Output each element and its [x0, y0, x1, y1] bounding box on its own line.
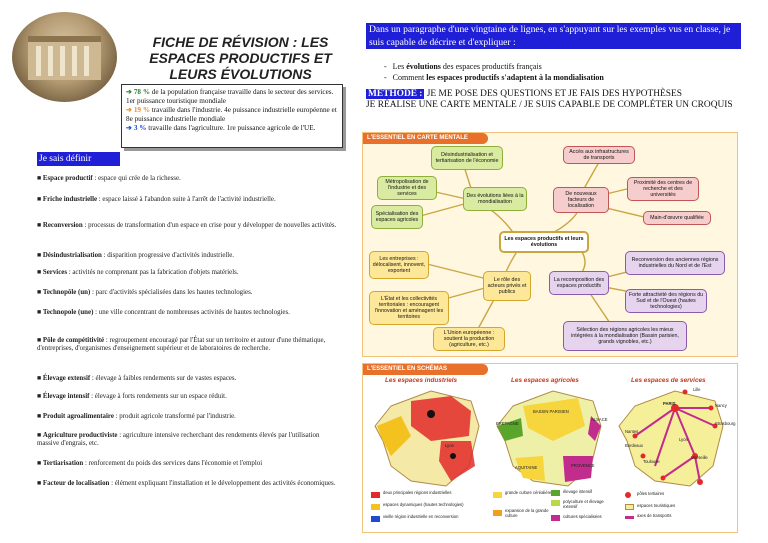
definition-item: ■ Espace productif : espace qui crée de la richesse. [37, 175, 181, 182]
definition-text: : élément expliquant l'installation et le développement des activités économiques. [111, 480, 336, 487]
definition-item: ■ Technopole (une) : une ville concentrant de nombreuses activités de hautes technologies. [37, 309, 290, 316]
schema-title-industrie: Les espaces industriels [385, 377, 458, 384]
definition-term: Technopôle (un) [42, 289, 91, 296]
node-attractivite: Forte attractivité des régions du Sud et de l'Ouest (hautes technologies) [625, 289, 707, 313]
methode-label: MÉTHODE : [368, 89, 423, 99]
schema-title-services: Les espaces de services [631, 377, 706, 384]
definition-term: Élevage intensif [42, 393, 90, 400]
definition-term: Élevage extensif [42, 375, 91, 382]
node-main-oeuvre: Main-d'œuvre qualifiée [643, 211, 711, 225]
schema-title-agriculture: Les espaces agricoles [511, 377, 579, 384]
svc-city-toulouse: Toulouse [643, 459, 660, 464]
node-desindustrialisation: Désindustrialisation et tertiarisation de l'économie [431, 146, 503, 170]
methode-block [366, 89, 733, 111]
legend-svc-2: axes de transports [637, 513, 672, 518]
definition-text: : agriculture intensive recherchant des rendements élevés par l'utilisation massive d'engrais, etc. [37, 432, 320, 448]
definition-term: Facteur de localisation [42, 480, 110, 487]
schemas-section [362, 363, 738, 533]
node-center: Les espaces productifs et leurs évolutions [499, 231, 589, 253]
node-ue: L'Union européenne : soutient la production (agriculture, etc.) [433, 327, 505, 351]
definition-item: ■ Reconversion : processus de transformation d'un espace en crise pour y développer de nouvelles activités. [37, 222, 337, 229]
definition-text: : espace laissé à l'abandon suite à l'arrêt de l'activité industrielle. [98, 196, 276, 203]
node-proximite: Proximité des centres de recherche et des universités [627, 177, 699, 201]
mind-map-header: L'ESSENTIEL EN CARTE MENTALE [363, 133, 488, 144]
legend-ind-0: deux principales régions industrielles [383, 490, 452, 495]
definition-item: ■ Produit agroalimentaire : produit agricole transformé par l'industrie. [37, 413, 236, 420]
agr-label-provence: PROVENCE [571, 463, 595, 468]
definition-text: : produit agricole transformé par l'industrie. [115, 413, 236, 420]
agr-label-bretagne: BRETAGNE [496, 421, 519, 426]
definition-term: Pôle de compétitivité [42, 337, 105, 344]
stat-agriculture: ➔ 3 % travaille dans l'agriculture. 1re puissance agricole de l'UE. [126, 124, 316, 132]
definition-text: : activités ne comprenant pas la fabrication d'objets matériels. [68, 269, 239, 276]
definition-item: ■ Friche industrielle : espace laissé à l'abandon suite à l'arrêt de l'activité industrielle. [37, 196, 276, 203]
definition-text: : élevage à faibles rendements sur de vastes espaces. [91, 375, 237, 382]
definition-term: Produit agroalimentaire [42, 413, 114, 420]
definition-item: ■ Facteur de localisation : élément expliquant l'installation et le développement des activités économiques. [37, 480, 336, 487]
schemas-header: L'ESSENTIEL EN SCHÉMAS [363, 364, 488, 375]
node-reconversion: Reconversion des anciennes régions industrielles du Nord et de l'Est [625, 251, 725, 275]
definition-item: ■ Agriculture productiviste : agriculture intensive recherchant des rendements élevés par l'utilisation massive d'engrais, etc. [37, 432, 320, 448]
svc-city-marseille: Marseille [691, 455, 708, 460]
svc-city-lille: Lille [693, 387, 701, 392]
node-evolutions: Des évolutions liées à la mondialisation [463, 187, 527, 211]
legend-svc-1: espaces touristiques [637, 503, 676, 508]
intro-paragraph: Dans un paragraphe d'une vingtaine de lignes, en s'appuyant sur les exemples vus en classe, je suis capable de décrire et d'expliquer : [366, 23, 741, 49]
node-recomposition: La recomposition des espaces productifs [549, 271, 609, 295]
definition-item: ■ Technopôle (un) : parc d'activités spécialisées dans les hautes technologies. [37, 289, 253, 296]
node-specialisation: Spécialisation des espaces agricoles [371, 205, 423, 229]
definition-text: : processus de transformation d'un espace en crise pour y développer de nouvelles activités. [84, 222, 337, 229]
building-photo [12, 12, 117, 102]
definition-text: : espace qui crée de la richesse. [94, 175, 181, 182]
definition-item: ■ Désindustrialisation : disparition progressive d'activités industrielle. [37, 252, 235, 259]
node-entreprises: Les entreprises : délocalisent, innovent, exportent [369, 251, 429, 279]
node-acces: Accès aux infrastructures de transports [563, 146, 635, 164]
legend-ind-1: espaces dynamiques (hautes technologies) [383, 502, 464, 507]
definition-term: Désindustrialisation [42, 252, 102, 259]
definition-term: Espace productif [42, 175, 93, 182]
legend-svc-0: pôles tertiaires [637, 491, 665, 496]
definition-text: : renforcement du poids des services dans l'économie et l'emploi [84, 460, 263, 467]
definition-term: Tertiarisation [42, 460, 84, 467]
node-etat: L'État et les collectivités territoriales : encouragent l'innovation et aménagent les territoires [369, 291, 449, 325]
node-facteurs: De nouveaux facteurs de localisation [553, 187, 609, 213]
definition-text: : disparition progressive d'activités industrielle. [103, 252, 235, 259]
methode-line-2: JE RÉALISE UNE CARTE MENTALE / JE SUIS CAPABLE DE COMPLÉTER UN CROQUIS [366, 100, 733, 110]
legend-agr-0: grande culture céréalière [505, 490, 552, 495]
svc-city-strasbourg: Strasbourg [715, 421, 736, 426]
legend-agr-4: cultures spécialisées [563, 514, 602, 519]
svc-city-lyon: Lyon [679, 437, 688, 442]
objective-item: - Les évolutions des espaces productifs français [384, 62, 542, 71]
svc-city-paris: PARIS [663, 401, 676, 406]
stat-services: ➔ 78 % de la population française travaille dans le secteur des services. 1er puissance touristique mondiale [126, 88, 334, 105]
stat-industry: ➔ 19 % travaille dans l'industrie. 4e puissance industrielle européenne et 8e puissance industrielle mondiale [126, 106, 337, 123]
definition-term: Agriculture productiviste [42, 432, 118, 439]
agr-label-alsace: ALSACE [591, 417, 608, 422]
legend-agr-1: expansion de la grande culture [505, 508, 549, 518]
definition-text: : élevage à forts rendements sur un espace réduit. [91, 393, 227, 400]
objective-item: - Comment les espaces productifs s'adaptent à la mondialisation [384, 73, 604, 82]
definition-text: : regroupement encouragé par l'État sur un territoire et autour d'une thématique, d'entreprises, d'organismes d'enseignement supérieur et de laboratoires de recherche. [37, 337, 326, 353]
mind-map [362, 132, 738, 357]
node-selection: Sélection des régions agricoles les mieux intégrées à la mondialisation (Bassin parisien, grands vignobles, etc.) [563, 321, 687, 351]
definition-item: ■ Élevage extensif : élevage à faibles rendements sur de vastes espaces. [37, 375, 237, 382]
legend-ind-2: vieille région industrielle en reconversion [383, 514, 459, 519]
legend-agr-2: élevage intensif [563, 489, 593, 494]
definition-text: : une ville concentrant de nombreuses activités de hautes technologies. [95, 309, 290, 316]
node-acteurs: Le rôle des acteurs privés et publics [483, 271, 531, 301]
node-metropolisation: Métropolisation de l'industrie et des services [377, 176, 437, 200]
page-title: FICHE DE RÉVISION : LES ESPACES PRODUCTIFS ET LEURS ÉVOLUTIONS [149, 34, 332, 82]
definition-term: Reconversion [42, 222, 83, 229]
definition-term: Technopole (une) [42, 309, 94, 316]
definition-text: : parc d'activités spécialisées dans les hautes technologies. [92, 289, 253, 296]
definition-term: Friche industrielle [42, 196, 98, 203]
methode-line-1: JE ME POSE DES QUESTIONS ET JE FAIS DES HYPOTHÈSES [426, 89, 682, 99]
definition-item: ■ Tertiarisation : renforcement du poids des services dans l'économie et l'emploi [37, 460, 263, 467]
svc-city-nancy: Nancy [715, 403, 727, 408]
legend-agr-3: polyculture et élevage extensif [563, 499, 604, 509]
definition-item: ■ Services : activités ne comprenant pas la fabrication d'objets matériels. [37, 269, 239, 276]
agr-label-bassin: BASSIN PARISIEN [533, 409, 569, 414]
objectives-list [384, 62, 604, 84]
stats-box [121, 84, 343, 148]
definition-term: Services [42, 269, 67, 276]
definition-item: ■ Pôle de compétitivité : regroupement encouragé par l'État sur un territoire et autour d'une thématique, d'entreprises, d'organismes d'enseignement supérieur et de laboratoires de recherche. [37, 337, 326, 353]
svc-city-nantes: Nantes [625, 429, 639, 434]
definitions-heading: Je sais définir [37, 152, 120, 166]
ind-city-lyon: Lyon [445, 443, 454, 448]
agr-label-aquitaine: AQUITAINE [515, 465, 538, 470]
definition-item: ■ Élevage intensif : élevage à forts rendements sur un espace réduit. [37, 393, 227, 400]
svc-city-bordeaux: Bordeaux [625, 443, 643, 448]
